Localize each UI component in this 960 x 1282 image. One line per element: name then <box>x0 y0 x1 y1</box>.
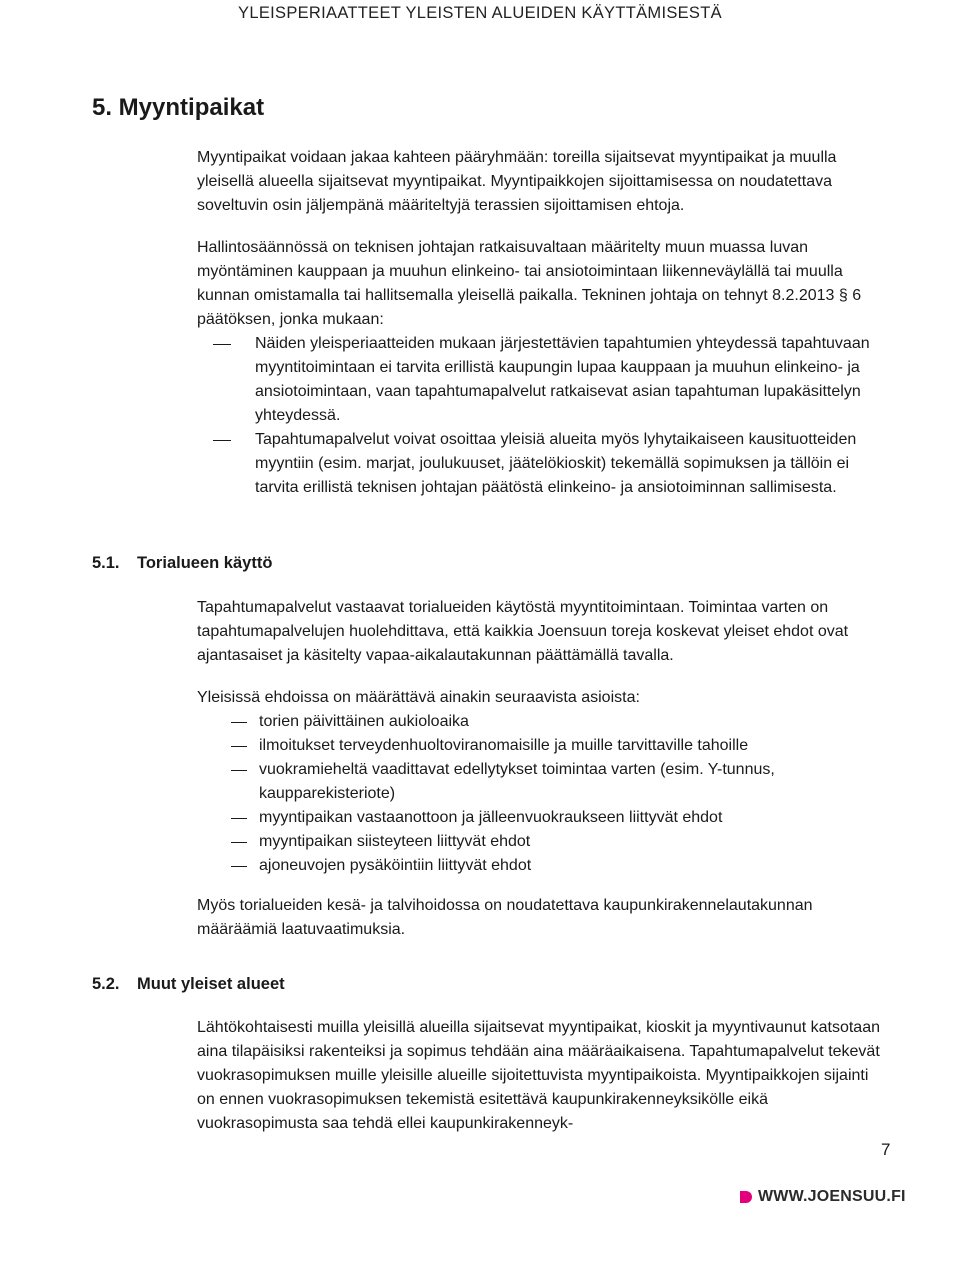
subsection-number: 5.2. <box>92 975 120 993</box>
list-item: vuokramieheltä vaadittavat edellytykset toimintaa varten (esim. Y-tunnus, kaupparekisteriote) <box>259 758 887 806</box>
section-intro-block <box>197 146 887 218</box>
subsection-title: Muut yleiset alueet <box>137 975 285 993</box>
paragraph: Myös torialueiden kesä- ja talvihoidossa on noudatettava kaupunkirakennelautakunnan määräämiä laatuvaatimuksia. <box>197 897 813 938</box>
logo-mark-icon <box>740 1191 752 1203</box>
decision-list <box>197 332 887 500</box>
list-item: torien päivittäinen aukioloaika <box>259 710 887 734</box>
intro-paragraph: Myyntipaikat voidaan jakaa kahteen pääryhmään: toreilla sijaitsevat myyntipaikat ja muulla yleisellä alueella sijaitsevat myyntipaikat. Myyntipaikkojen sijoittamisessa on noudatettava soveltuvin osin jäljempänä määriteltyjä terassien sijoittamisen ehtoja. <box>197 149 837 214</box>
list-item: Näiden yleisperiaatteiden mukaan järjestettävien tapahtumien yhteydessä tapahtuvaan myyntitoimintaan ei tarvita erillistä kaupungin lupaa kauppaan ja muuhun elinkeino- ja ansiotoimintaan, vaan tapahtumapalvelut ratkaisevat asian tapahtuman lupakäsittelyn yhteydessä. <box>255 332 887 428</box>
subsection-title: Torialueen käyttö <box>137 554 273 572</box>
conditions-intro: Yleisissä ehdoissa on määrättävä ainakin seuraavista asioista: <box>197 689 640 706</box>
joensuu-logo <box>740 1188 906 1206</box>
page-number: 7 <box>881 1140 891 1159</box>
logo-text: WWW.JOENSUU.FI <box>758 1188 906 1205</box>
subsection-5-1-body <box>197 596 887 668</box>
subsection-5-2-body <box>197 1016 887 1136</box>
subsection-heading-5-2 <box>92 975 285 994</box>
paragraph: Lähtökohtaisesti muilla yleisillä alueilla sijaitsevat myyntipaikat, kioskit ja myyntivaunut katsotaan aina tilapäisiksi rakenteiksi ja sopimus tehdään aina määräaikaisena. Tapahtumapalvelut tekevät vuokrasopimuksen muille yleisille alueille sijoitettuvista myyntipaikoista. Myyntipaikkojen sijainti on ennen vuokrasopimuksen tekemistä esitettävä kaupunkirakenneyksikölle eikä vuokrasopimusta saa tehdä ellei kaupunkirakenneyk- <box>197 1019 880 1132</box>
list-item: ajoneuvojen pysäköintiin liittyvät ehdot <box>259 854 887 878</box>
conditions-block <box>197 686 887 878</box>
paragraph: Tapahtumapalvelut vastaavat torialueiden käytöstä myyntitoimintaan. Toimintaa varten on tapahtumapalvelujen huolehdittava, että kaikkia Joensuun toreja koskevat yleiset ehdot ovat ajantasaiset ja käsitelty vapaa-aikalautakunnan päättämällä tavalla. <box>197 599 849 664</box>
decision-paragraph: Hallintosäännössä on teknisen johtajan ratkaisuvaltaan määritelty muun muassa luvan myöntäminen kauppaan ja muuhun elinkeino- tai ansiotoimintaan liikenneväylällä tai muulla kunnan omistamalla tai hallitsemalla yleisellä paikalla. Tekninen johtaja on tehnyt 8.2.2013 § 6 päätöksen, jonka mukaan: <box>197 239 862 328</box>
maintenance-block <box>197 894 887 942</box>
subsection-heading-5-1 <box>92 554 272 573</box>
decision-block <box>197 236 887 500</box>
list-item: myyntipaikan vastaanottoon ja jälleenvuokraukseen liittyvät ehdot <box>259 806 887 830</box>
section-title: 5. Myyntipaikat <box>92 94 265 121</box>
conditions-list <box>197 710 887 878</box>
running-header: YLEISPERIAATTEET YLEISTEN ALUEIDEN KÄYTTÄMISESTÄ <box>238 4 722 22</box>
subsection-number: 5.1. <box>92 554 120 572</box>
list-item: Tapahtumapalvelut voivat osoittaa yleisiä alueita myös lyhytaikaiseen kausituotteiden myyntiin (esim. marjat, joulukuuset, jäätelökioskit) tekemällä sopimuksen ja tällöin ei tarvita erillistä teknisen johtajan päätöstä elinkeino- ja ansiotoiminnan sallimisesta. <box>255 428 887 500</box>
list-item: myyntipaikan siisteyteen liittyvät ehdot <box>259 830 887 854</box>
list-item: ilmoitukset terveydenhuoltoviranomaisille ja muille tarvittaville tahoille <box>259 734 887 758</box>
